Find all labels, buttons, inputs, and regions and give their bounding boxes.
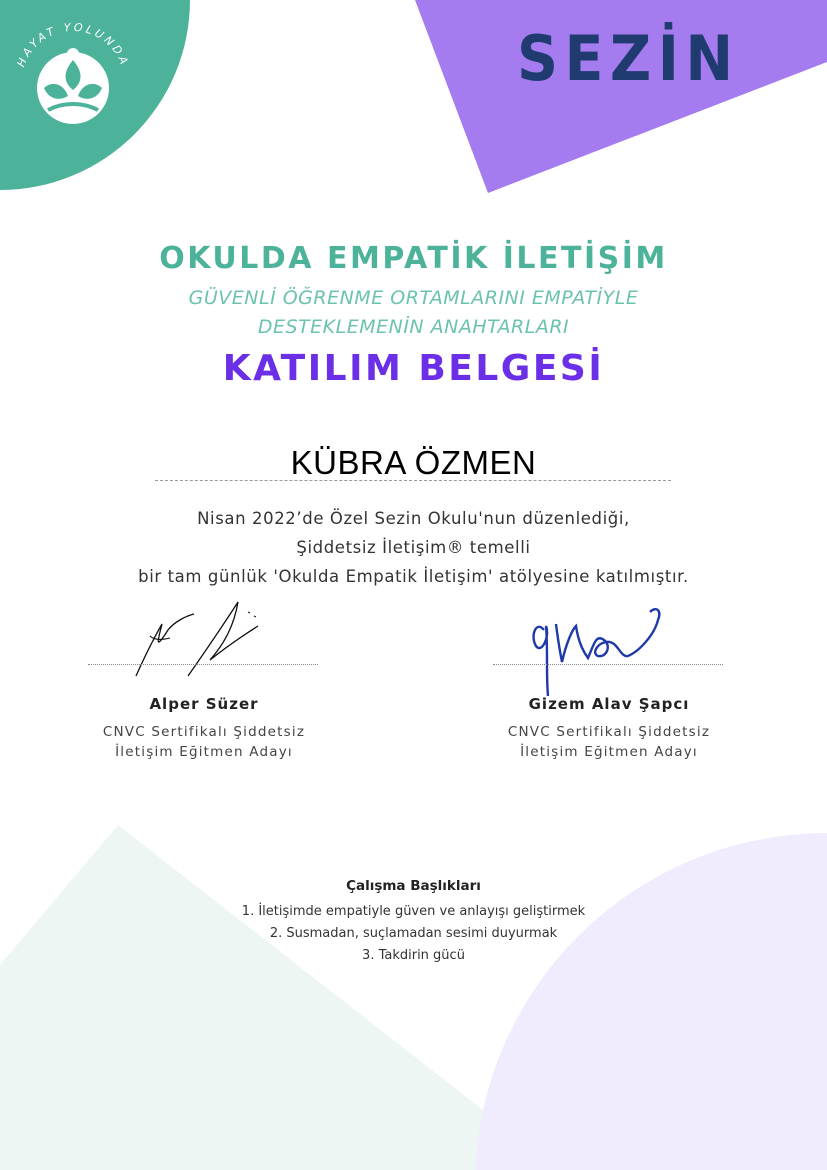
signatory-name: Gizem Alav Şapcı: [528, 695, 690, 713]
signatory-role: [459, 722, 759, 762]
hayat-yolunda-emblem: [8, 10, 138, 140]
page-title: OKULDA EMPATİK İLETİŞİM: [159, 241, 668, 276]
logo-arc-text: HAYAT YOLUNDA: [14, 20, 132, 69]
signatory-role: [54, 722, 354, 762]
list-item: 3. Takdirin gücü: [362, 948, 465, 963]
topics-list: [0, 901, 827, 967]
signature-line-left: [88, 664, 318, 665]
certificate-body: [0, 504, 827, 591]
signature-alper-suzer: [128, 596, 268, 682]
recipient-name: KÜBRA ÖZMEN: [290, 444, 537, 481]
certificate-title: KATILIM BELGESİ: [222, 348, 605, 389]
subtitle-line: DESTEKLEMENİN ANAHTARLARI: [257, 316, 570, 338]
role-line: İletişim Eğitmen Adayı: [520, 744, 698, 760]
subtitle: [0, 284, 827, 342]
recipient-divider: [155, 480, 671, 481]
list-item: 1. İletişimde empatiyle güven ve anlayışı geliştirmek: [241, 904, 586, 919]
subtitle-line: GÜVENLİ ÖĞRENME ORTAMLARINI EMPATİYLE: [188, 287, 639, 309]
body-line: bir tam günlük 'Okulda Empatik İletişim' atölyesine katılmıştır.: [138, 567, 689, 586]
role-line: CNVC Sertifikalı Şiddetsiz: [507, 724, 711, 740]
hayat-yolunda-logo: [8, 10, 138, 140]
signature-line-right: [493, 664, 723, 665]
body-line: Şiddetsiz İletişim® temelli: [296, 538, 531, 557]
signature-gizem-alav-sapci: [526, 600, 670, 700]
role-line: İletişim Eğitmen Adayı: [115, 744, 293, 760]
role-line: CNVC Sertifikalı Şiddetsiz: [102, 724, 306, 740]
body-line: Nisan 2022’de Özel Sezin Okulu'nun düzenlediği,: [197, 509, 630, 528]
sezin-logo: SEZİN: [517, 22, 740, 95]
list-item: 2. Susmadan, suçlamadan sesimi duyurmak: [269, 926, 558, 941]
light-teal-triangle: [0, 825, 560, 1170]
topics-heading: Çalışma Başlıkları: [346, 878, 481, 894]
signatory-name: Alper Süzer: [149, 695, 259, 713]
